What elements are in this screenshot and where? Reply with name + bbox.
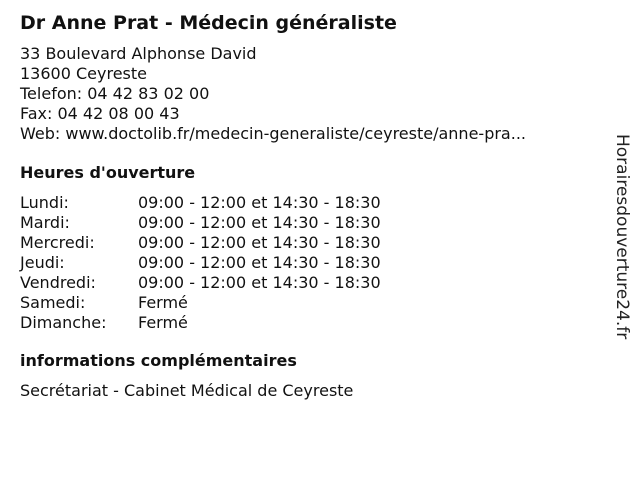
fax-number: Fax: 04 42 08 00 43 — [20, 104, 180, 123]
site-brand-watermark — [612, 134, 636, 344]
phone-number: Telefon: 04 42 83 02 00 — [20, 84, 210, 103]
day-label: Mardi: — [20, 213, 70, 232]
hours-value: Fermé — [138, 293, 188, 312]
website-line — [20, 124, 605, 144]
hours-row-monday — [20, 193, 605, 213]
practice-card — [20, 10, 605, 401]
hours-value: 09:00 - 12:00 et 14:30 - 18:30 — [138, 193, 381, 212]
additional-info-text: Secrétariat - Cabinet Médical de Ceyreste — [20, 381, 354, 400]
city-address: 13600 Ceyreste — [20, 64, 147, 83]
hours-value: 09:00 - 12:00 et 14:30 - 18:30 — [138, 233, 381, 252]
hours-value: Fermé — [138, 313, 188, 332]
opening-hours-table — [20, 193, 605, 333]
website-label: Web: — [20, 124, 66, 143]
site-brand-label: Horairesdouverture24.fr — [612, 134, 632, 340]
day-label: Mercredi: — [20, 233, 95, 252]
contact-block — [20, 44, 605, 144]
hours-row-sunday — [20, 313, 605, 333]
additional-info-heading: informations complémentaires — [20, 351, 297, 370]
hours-row-saturday — [20, 293, 605, 313]
day-label: Vendredi: — [20, 273, 96, 292]
day-label: Jeudi: — [20, 253, 65, 272]
hours-row-friday — [20, 273, 605, 293]
hours-row-wednesday — [20, 233, 605, 253]
hours-value: 09:00 - 12:00 et 14:30 - 18:30 — [138, 253, 381, 272]
street-address: 33 Boulevard Alphonse David — [20, 44, 257, 63]
hours-value: 09:00 - 12:00 et 14:30 - 18:30 — [138, 213, 381, 232]
day-label: Lundi: — [20, 193, 69, 212]
hours-row-tuesday — [20, 213, 605, 233]
day-label: Samedi: — [20, 293, 86, 312]
opening-hours-heading: Heures d'ouverture — [20, 163, 196, 182]
page-title: Dr Anne Prat - Médecin généraliste — [20, 12, 397, 34]
website-link[interactable]: www.doctolib.fr/medecin-generaliste/ceyreste/anne-pra... — [65, 124, 526, 143]
hours-row-thursday — [20, 253, 605, 273]
day-label: Dimanche: — [20, 313, 107, 332]
hours-value: 09:00 - 12:00 et 14:30 - 18:30 — [138, 273, 381, 292]
